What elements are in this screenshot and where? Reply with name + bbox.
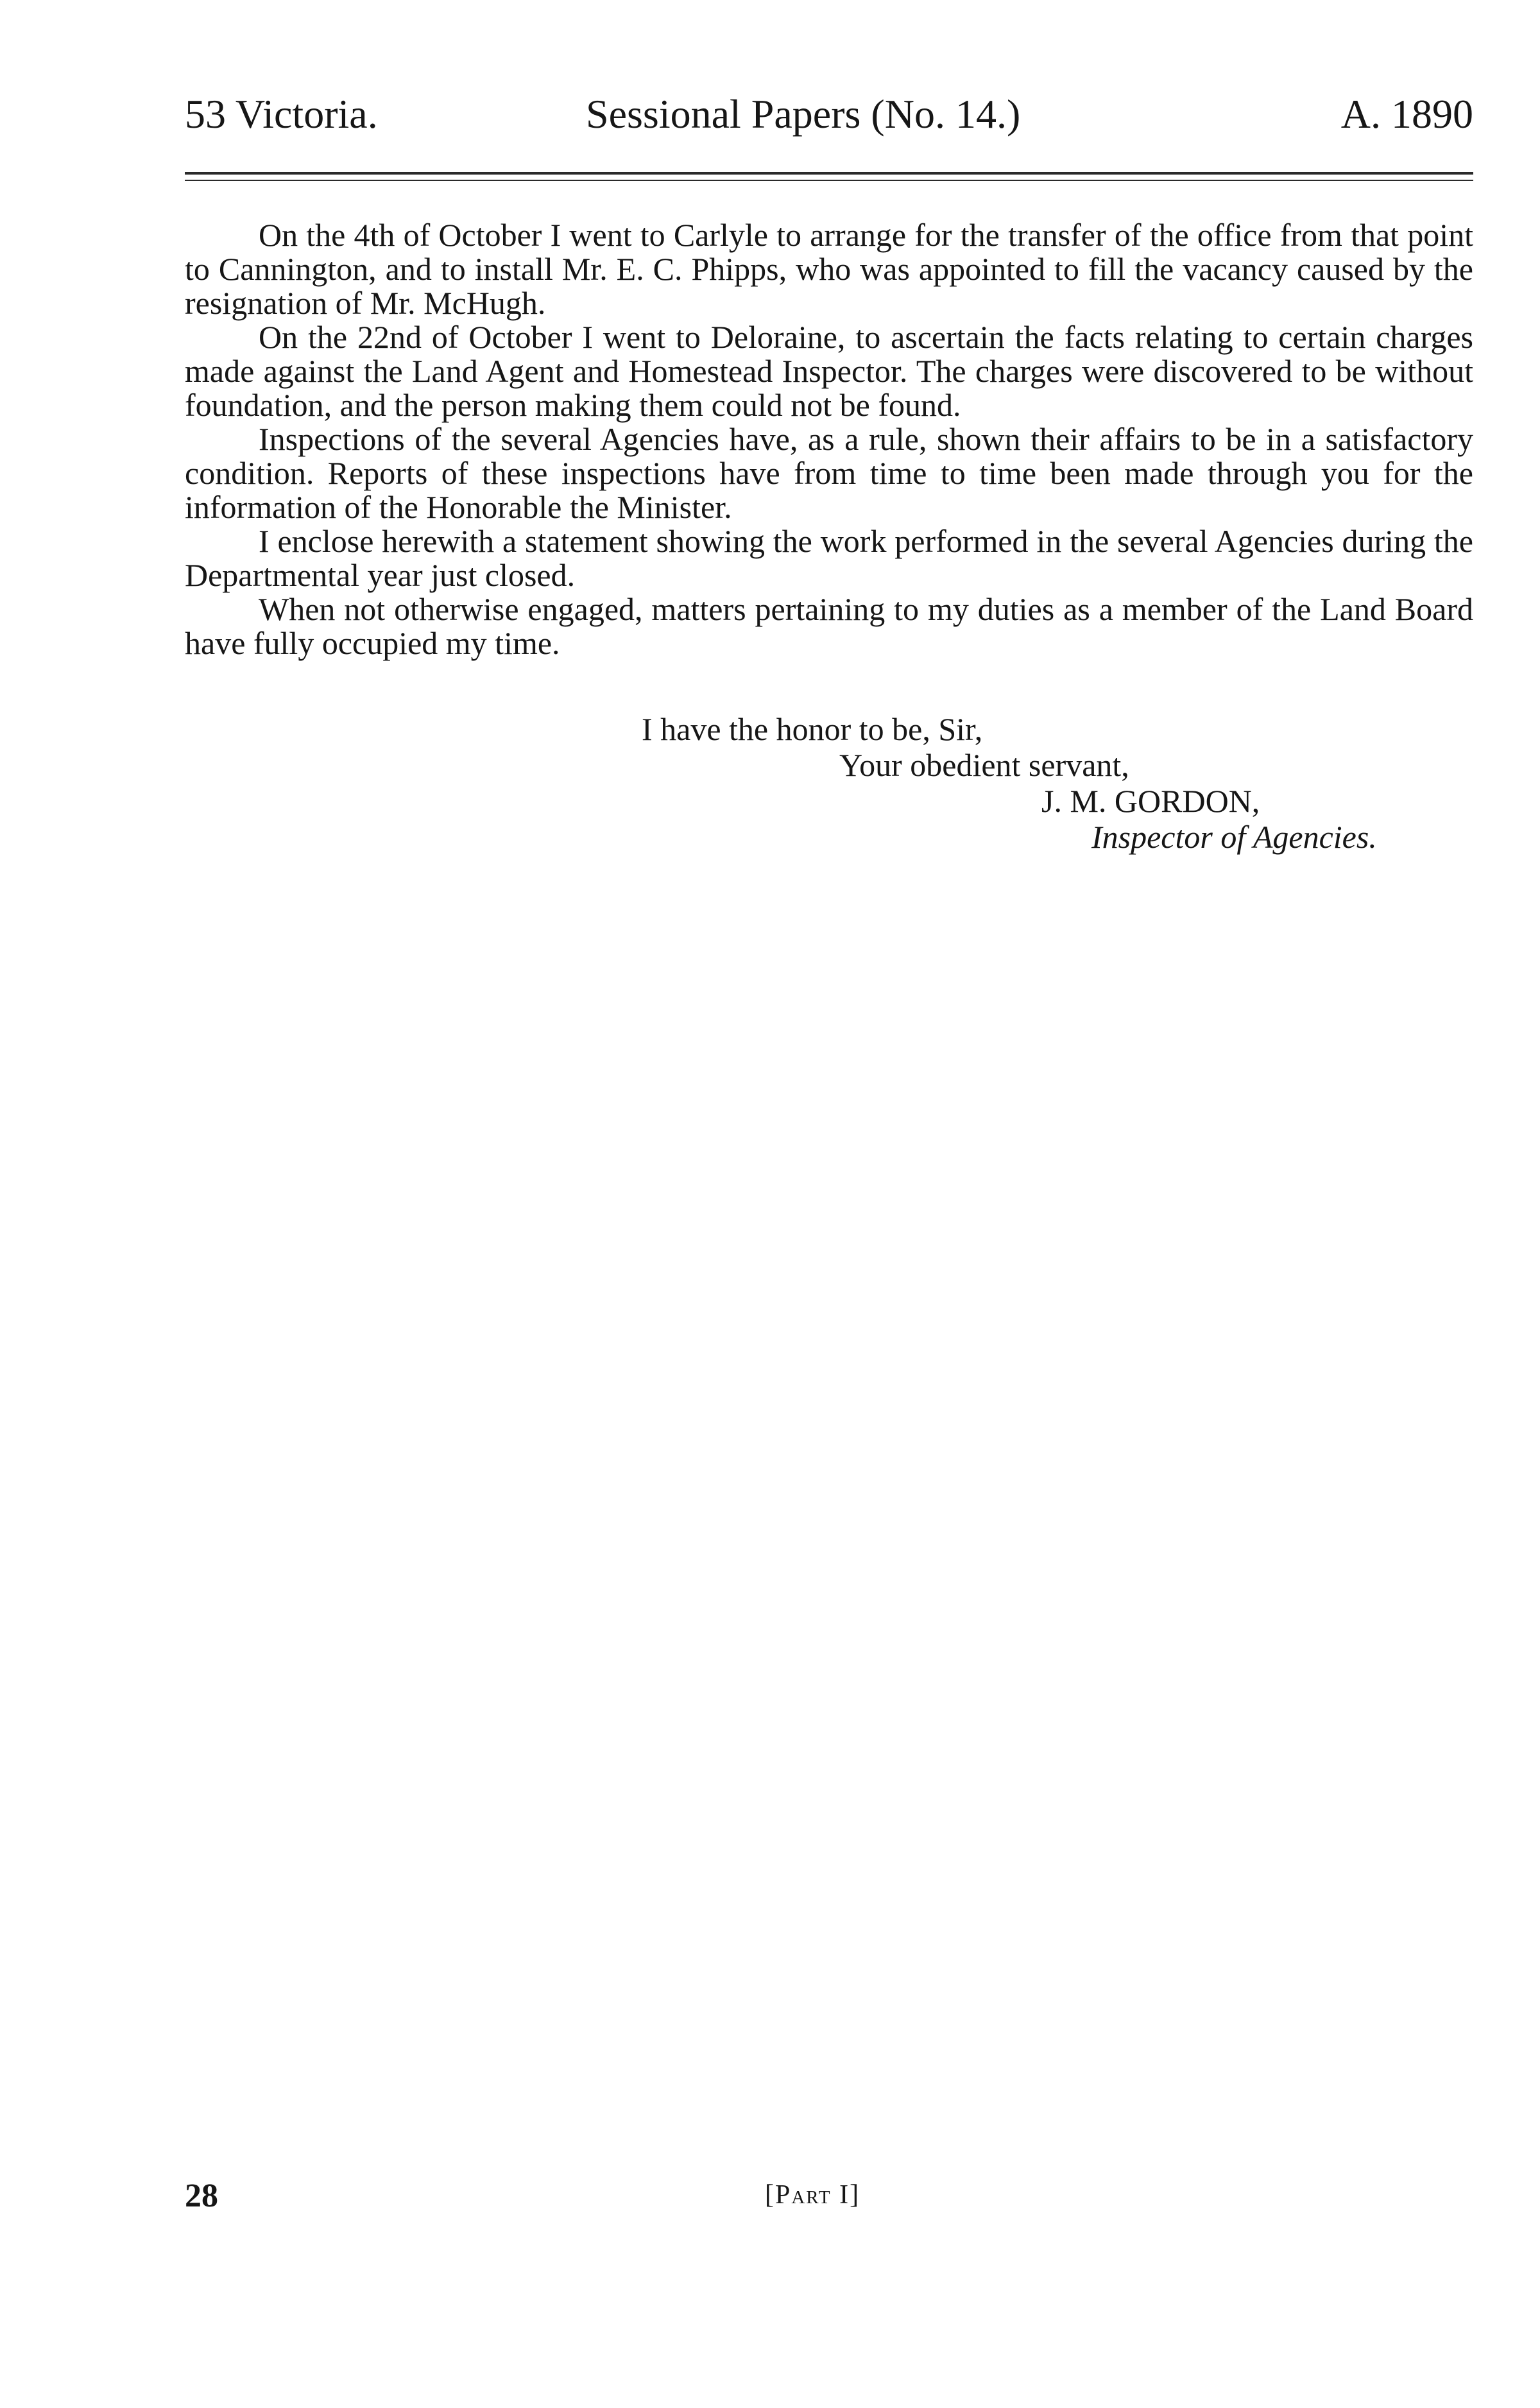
report-body	[185, 218, 1473, 660]
signature-name: J. M. GORDON,	[1041, 783, 1260, 819]
header-title: Sessional Papers (No. 14.)	[586, 91, 1021, 137]
paragraph-land-board: When not otherwise engaged, matters pertaining to my duties as a member of the Land Board have fully occupied my time.	[185, 591, 1473, 661]
closing-servant: Your obedient servant,	[839, 747, 1129, 783]
paragraph-deloraine: On the 22nd of October I went to Deloraine, to ascertain the facts relating to certain charges made against the Land Agent and Homestead Inspector. The charges were discovered to be without foundation, and the person making them could not be found.	[185, 319, 1473, 423]
header-rule-thin	[185, 180, 1473, 181]
page-footer	[185, 2177, 1473, 2222]
page-header	[185, 89, 1473, 140]
paragraph-carlyle: On the 4th of October I went to Carlyle to arrange for the transfer of the office from that point to Cannington, and to install Mr. E. C. Phipps, who was appointed to fill the vacancy caused by the resignation of Mr. McHugh.	[185, 217, 1473, 321]
document-page	[185, 0, 1473, 2408]
header-session: 53 Victoria.	[185, 91, 378, 137]
paragraph-statement: I enclose herewith a statement showing the work performed in the several Agencies during the Departmental year just closed.	[185, 523, 1473, 593]
closing-salutation: I have the honor to be, Sir,	[642, 711, 983, 747]
header-rule-thick	[185, 172, 1473, 175]
paragraph-inspections: Inspections of the several Agencies have, as a rule, shown their affairs to be in a satisfactory condition. Reports of these inspections have from time to time been made through you for the information of the Honorable the Minister.	[185, 421, 1473, 525]
signature-title: Inspector of Agencies.	[1091, 819, 1377, 855]
part-label: [Part I]	[765, 2180, 860, 2210]
page-number: 28	[185, 2178, 218, 2214]
header-year: A. 1890	[1340, 91, 1473, 137]
